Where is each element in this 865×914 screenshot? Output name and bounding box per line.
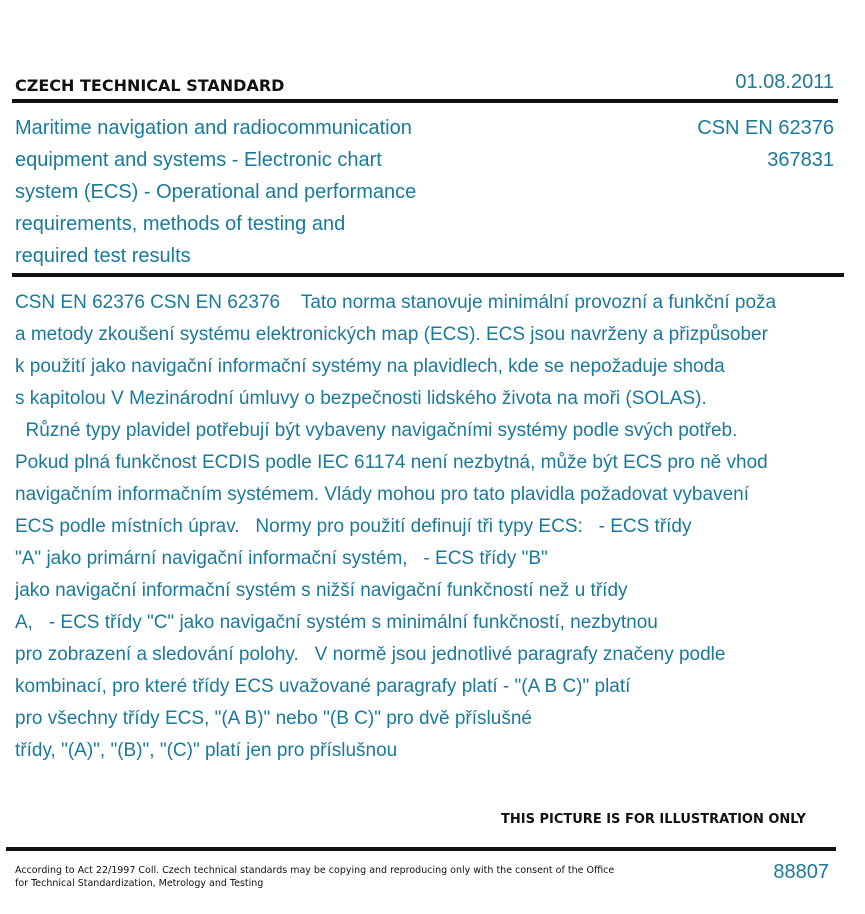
copyright-note-line: According to Act 22/1997 Coll. Czech technical standards may be copying and reproducing only with the consent of the Office — [15, 865, 615, 876]
abstract-line: a metody zkoušení systému elektronických map (ECS). ECS jsou navrženy a přizpůsober — [15, 324, 768, 345]
abstract-line: kombinací, pro které třídy ECS uvažované paragrafy platí - "(A B C)" platí — [15, 676, 631, 697]
abstract-line: "A" jako primární navigační informační systém, - ECS třídy "B" — [15, 548, 548, 569]
abstract-line: pro zobrazení a sledování polohy. V normě jsou jednotlivé paragrafy značeny podle — [15, 644, 726, 665]
standard-identifiers — [697, 112, 834, 176]
standard-code: CSN EN 62376 — [697, 117, 834, 139]
copyright-note — [15, 864, 615, 890]
publication-date: 01.08.2011 — [735, 71, 834, 93]
standard-title — [15, 112, 485, 272]
abstract-line: jako navigační informační systém s nižší navigační funkčností než u třídy — [15, 580, 628, 601]
abstract-line: navigačním informačním systémem. Vlády mohou pro tato plavidla požadovat vybavení — [15, 484, 749, 505]
standard-title-line: system (ECS) - Operational and performance — [15, 181, 417, 203]
abstract-line: ECS podle místních úprav. Normy pro použití definují tři typy ECS: - ECS třídy — [15, 516, 692, 537]
standard-title-line: equipment and systems - Electronic chart — [15, 149, 382, 171]
document-number: 88807 — [773, 861, 829, 883]
header-divider — [12, 99, 838, 103]
abstract-line: k použití jako navigační informační systémy na plavidlech, kde se nepožaduje shoda — [15, 356, 725, 377]
illustration-notice: THIS PICTURE IS FOR ILLUSTRATION ONLY — [501, 812, 806, 827]
standard-title-line: Maritime navigation and radiocommunication — [15, 117, 412, 139]
abstract-line: A, - ECS třídy "C" jako navigační systém s minimální funkčností, nezbytnou — [15, 612, 658, 633]
abstract-line: pro všechny třídy ECS, "(A B)" nebo "(B C)" pro dvě příslušné — [15, 708, 532, 729]
abstract-line: Různé typy plavidel potřebují být vybaveny navigačními systémy podle svých potřeb. — [15, 420, 738, 441]
abstract-line: třídy, "(A)", "(B)", "(C)" platí jen pro příslušnou — [15, 740, 398, 761]
standard-title-line: required test results — [15, 245, 191, 267]
classification-number: 367831 — [767, 149, 834, 171]
title-divider — [12, 273, 844, 277]
standard-abstract — [15, 287, 865, 767]
document-type-heading: CZECH TECHNICAL STANDARD — [15, 76, 285, 95]
abstract-line: CSN EN 62376 CSN EN 62376 Tato norma stanovuje minimální provozní a funkční poža — [15, 292, 777, 313]
abstract-line: s kapitolou V Mezinárodní úmluvy o bezpečnosti lidského života na moři (SOLAS). — [15, 388, 707, 409]
footer-divider — [6, 847, 836, 851]
copyright-note-line: for Technical Standardization, Metrology and Testing — [15, 878, 264, 889]
standard-title-line: requirements, methods of testing and — [15, 213, 346, 235]
abstract-line: Pokud plná funkčnost ECDIS podle IEC 61174 není nezbytná, může být ECS pro ně vhod — [15, 452, 768, 473]
